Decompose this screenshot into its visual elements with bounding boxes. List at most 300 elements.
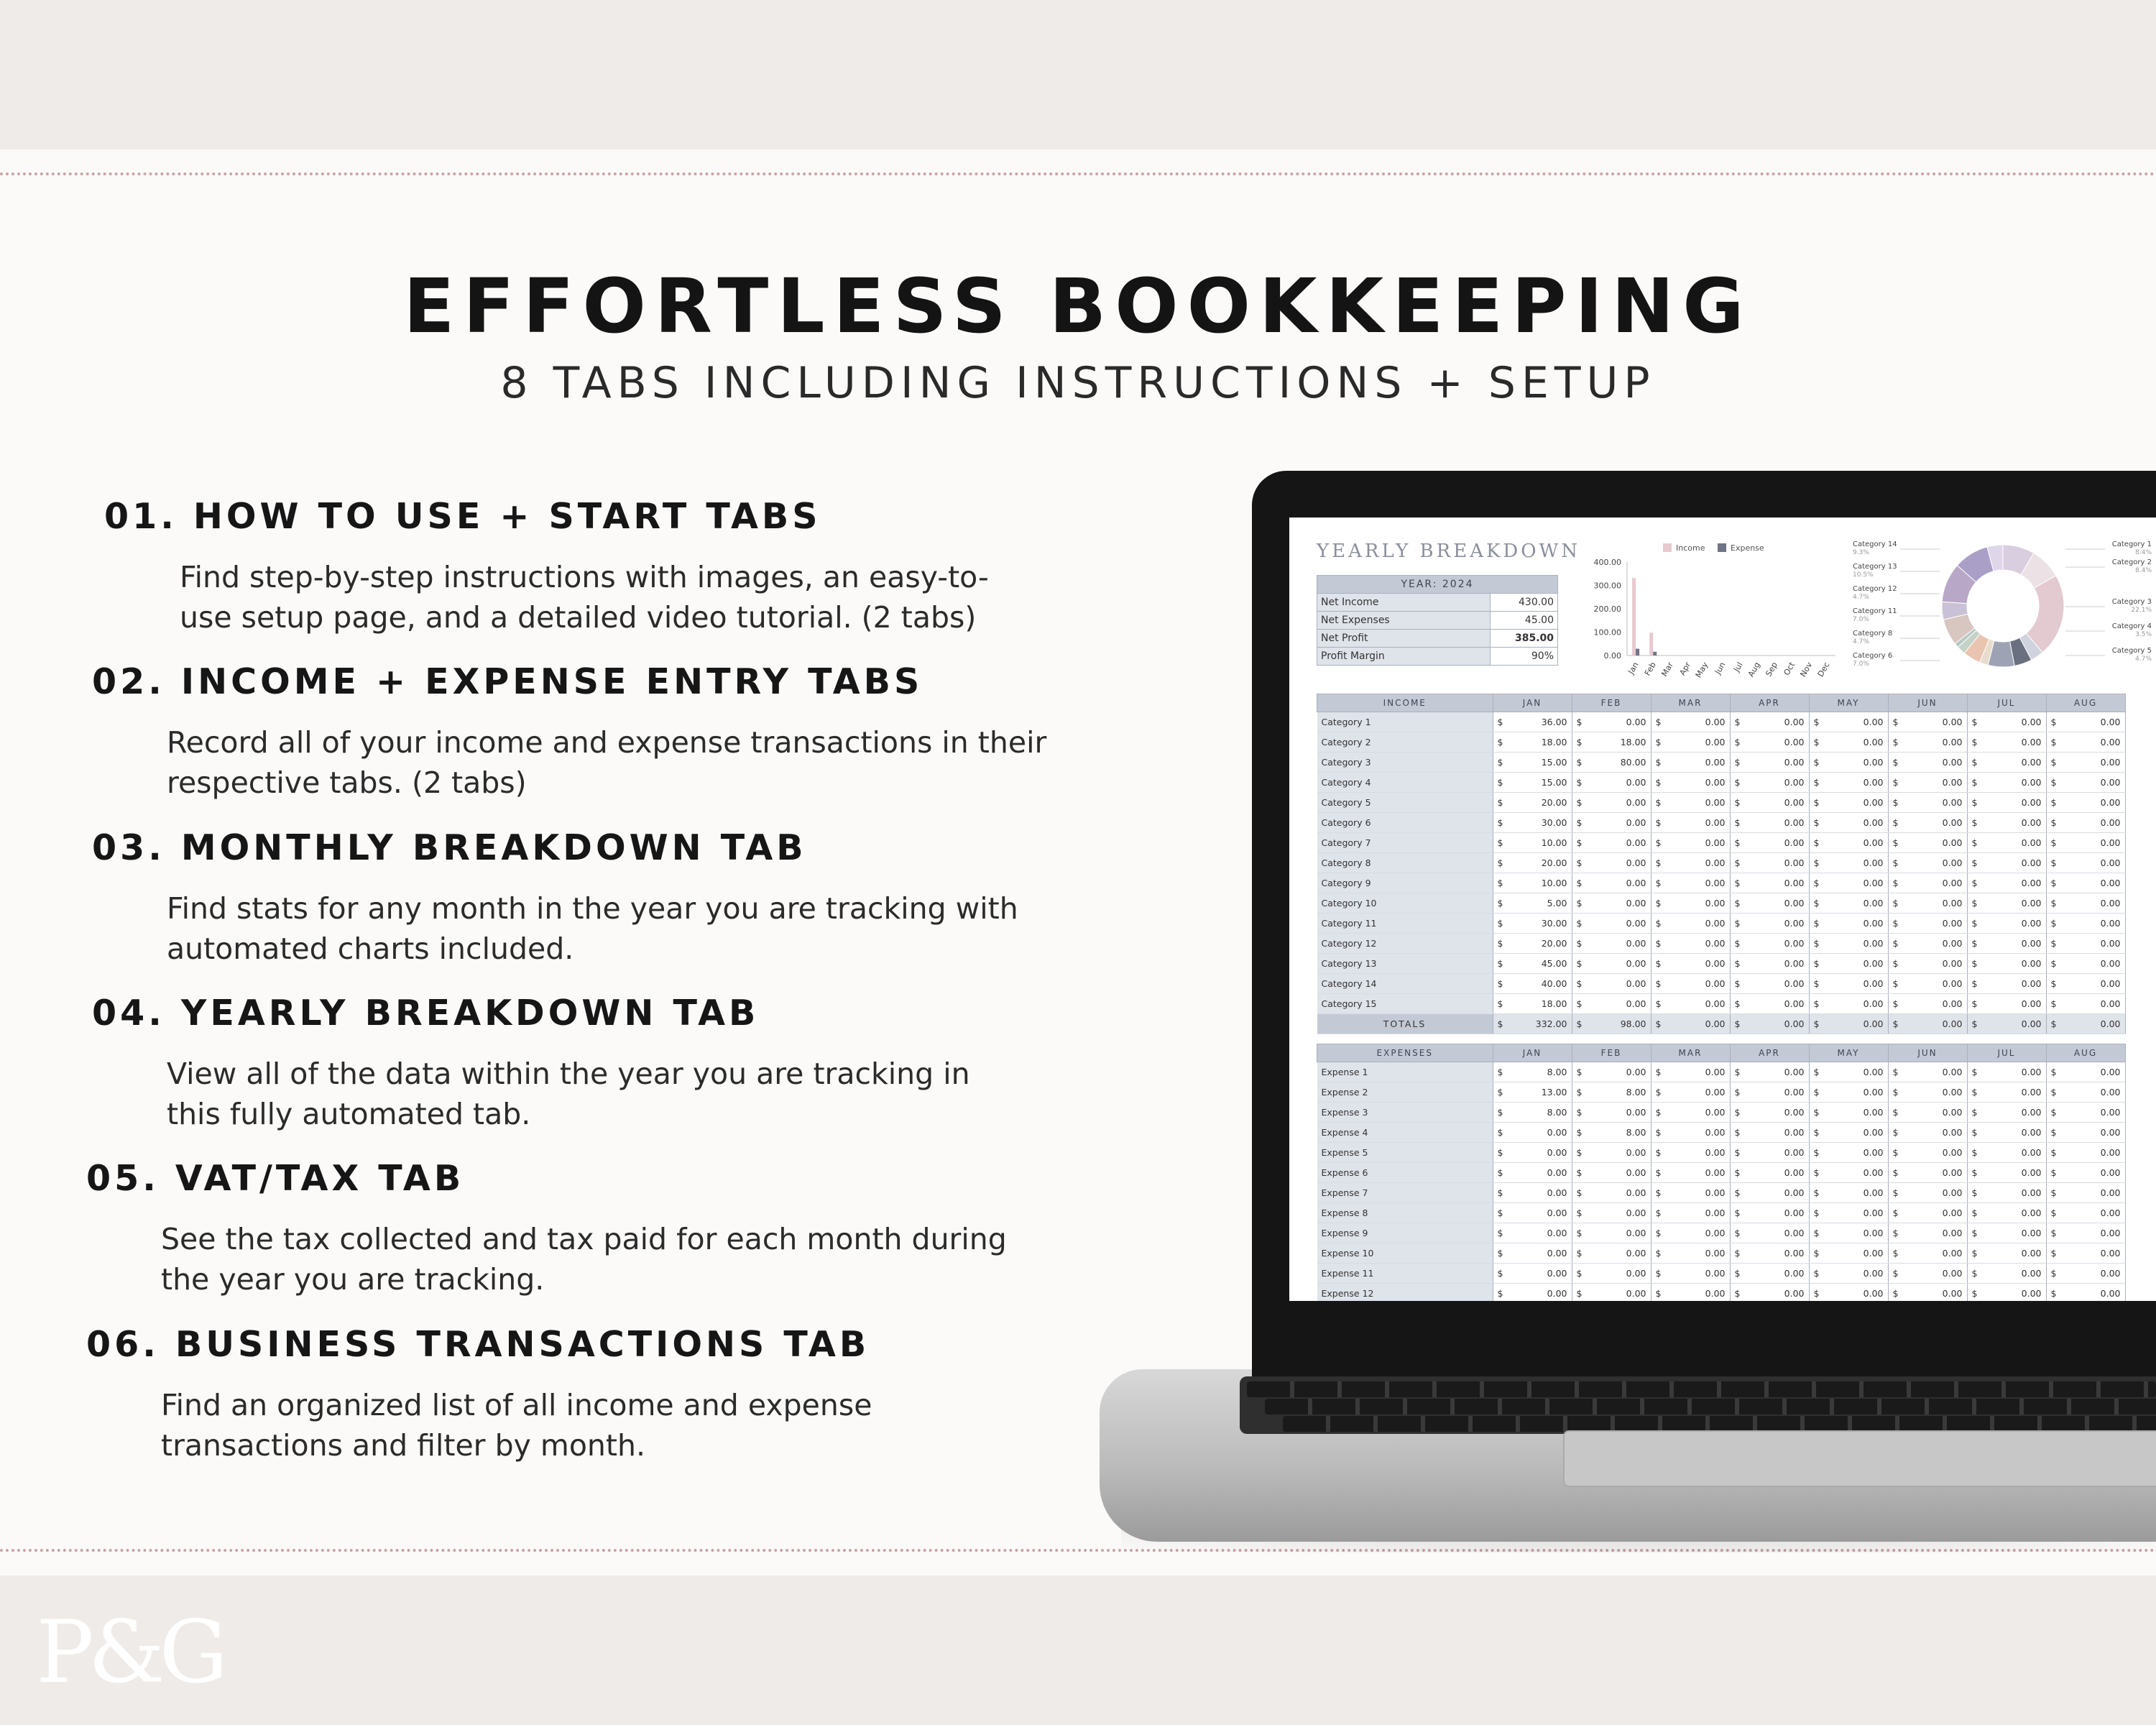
cell-value[interactable]: $ 18.00 bbox=[1572, 732, 1651, 753]
cell-value[interactable]: $ 0.00 bbox=[2046, 1143, 2125, 1163]
cell-value[interactable]: $ 0.00 bbox=[1809, 873, 1888, 893]
cell-value[interactable]: $ 0.00 bbox=[1651, 1223, 1730, 1243]
cell-value[interactable]: $ 0.00 bbox=[1888, 833, 1967, 853]
cell-value[interactable]: $ 0.00 bbox=[1888, 1143, 1967, 1163]
cell-value[interactable]: $ 0.00 bbox=[1967, 1014, 2046, 1034]
cell-value[interactable]: $ 0.00 bbox=[1493, 1203, 1572, 1223]
x-tick-label: Jan bbox=[1626, 661, 1641, 676]
cell-value[interactable]: $ 0.00 bbox=[1572, 914, 1651, 934]
cell-value[interactable]: $ 0.00 bbox=[1967, 813, 2046, 833]
donut-label-name: Category 11 bbox=[1853, 607, 1897, 615]
cell-value[interactable]: $ 0.00 bbox=[1651, 853, 1730, 873]
row-label: Expense 12 bbox=[1317, 1284, 1493, 1302]
laptop-screen bbox=[1289, 518, 2156, 1301]
donut-label-name: Category 4 bbox=[2111, 622, 2152, 630]
cell-value[interactable]: $ 0.00 bbox=[1651, 1163, 1730, 1183]
row-label: Expense 4 bbox=[1317, 1123, 1493, 1143]
income-row bbox=[1317, 793, 2126, 813]
legend-income-swatch bbox=[1663, 543, 1672, 552]
income-row bbox=[1317, 732, 2126, 753]
month-header: MAY bbox=[1809, 1044, 1888, 1062]
cell-value[interactable]: $ 8.00 bbox=[1572, 1082, 1651, 1103]
x-tick-label: Oct bbox=[1782, 661, 1797, 677]
cell-value[interactable]: $ 0.00 bbox=[1888, 1062, 1967, 1082]
cell-value[interactable]: $ 0.00 bbox=[1730, 753, 1809, 773]
x-tick-label: Apr bbox=[1677, 661, 1693, 677]
cell-value[interactable]: $ 0.00 bbox=[1493, 1143, 1572, 1163]
cell-value[interactable]: $ 0.00 bbox=[1572, 1103, 1651, 1123]
cell-value[interactable]: $ 0.00 bbox=[2046, 1082, 2125, 1103]
cell-value[interactable]: $ 8.00 bbox=[1493, 1103, 1572, 1123]
cell-value[interactable]: $ 0.00 bbox=[1809, 1203, 1888, 1223]
feature-item-5 bbox=[86, 1158, 1193, 1300]
cell-value[interactable]: $ 0.00 bbox=[1809, 1183, 1888, 1203]
expense-row bbox=[1317, 1223, 2126, 1243]
cell-value[interactable]: $ 0.00 bbox=[2046, 893, 2125, 914]
cell-value[interactable]: $ 0.00 bbox=[1572, 773, 1651, 793]
cell-value[interactable]: $ 0.00 bbox=[1651, 974, 1730, 994]
income-row bbox=[1317, 833, 2126, 853]
cell-value[interactable]: $ 0.00 bbox=[1809, 1103, 1888, 1123]
cell-value[interactable]: $ 0.00 bbox=[1651, 1264, 1730, 1284]
month-header: AUG bbox=[2046, 1044, 2125, 1062]
year-label: YEAR: 2024 bbox=[1317, 576, 1558, 594]
cell-value[interactable]: $ 0.00 bbox=[1493, 1223, 1572, 1243]
cell-value[interactable]: $ 0.00 bbox=[2046, 1284, 2125, 1302]
cell-value[interactable]: $ 0.00 bbox=[1730, 934, 1809, 954]
cell-value[interactable]: $ 0.00 bbox=[1651, 773, 1730, 793]
cell-value[interactable]: $ 0.00 bbox=[2046, 1203, 2125, 1223]
x-tick-label: Nov bbox=[1798, 661, 1815, 679]
cell-value[interactable]: $ 0.00 bbox=[1730, 712, 1809, 732]
cell-value[interactable]: $ 0.00 bbox=[1809, 1062, 1888, 1082]
cell-value[interactable]: $ 0.00 bbox=[1888, 934, 1967, 954]
row-label: Category 3 bbox=[1317, 753, 1493, 773]
cell-value[interactable]: $ 0.00 bbox=[1888, 712, 1967, 732]
feature-heading: 06. BUSINESS TRANSACTIONS TAB bbox=[86, 1324, 870, 1365]
cell-value[interactable]: $ 0.00 bbox=[1730, 813, 1809, 833]
feature-description: Find an organized list of all income and expense transactions and filter by month. bbox=[161, 1388, 872, 1463]
cell-value[interactable]: $ 0.00 bbox=[1967, 1163, 2046, 1183]
cell-value[interactable]: $ 0.00 bbox=[1730, 974, 1809, 994]
cell-value[interactable]: $ 0.00 bbox=[1493, 1183, 1572, 1203]
cell-value[interactable]: $ 0.00 bbox=[1888, 732, 1967, 753]
cell-value[interactable]: $ 0.00 bbox=[1809, 753, 1888, 773]
cell-value[interactable]: $ 30.00 bbox=[1493, 914, 1572, 934]
donut-label-pct: 8.4% bbox=[2135, 549, 2152, 556]
cell-value[interactable]: $ 0.00 bbox=[2046, 833, 2125, 853]
cell-value[interactable]: $ 0.00 bbox=[1651, 934, 1730, 954]
month-header: JUN bbox=[1888, 694, 1967, 712]
month-header: AUG bbox=[2046, 694, 2125, 712]
cell-value[interactable]: $ 0.00 bbox=[1967, 1183, 2046, 1203]
cell-value[interactable]: $ 15.00 bbox=[1493, 773, 1572, 793]
cell-value[interactable]: $ 0.00 bbox=[1730, 1264, 1809, 1284]
cell-value[interactable]: $ 0.00 bbox=[2046, 1223, 2125, 1243]
cell-value[interactable]: $ 0.00 bbox=[1651, 1243, 1730, 1264]
cell-value[interactable]: $ 0.00 bbox=[1572, 712, 1651, 732]
cell-value[interactable]: $ 0.00 bbox=[1730, 1163, 1809, 1183]
cell-value[interactable]: $ 0.00 bbox=[1572, 934, 1651, 954]
cell-value[interactable]: $ 0.00 bbox=[1651, 1143, 1730, 1163]
cell-value[interactable]: $ 0.00 bbox=[1572, 833, 1651, 853]
cell-value[interactable]: $ 0.00 bbox=[1967, 1264, 2046, 1284]
cell-value[interactable]: $ 0.00 bbox=[2046, 853, 2125, 873]
cell-value[interactable]: $ 0.00 bbox=[2046, 753, 2125, 773]
cell-value[interactable]: $ 0.00 bbox=[1809, 934, 1888, 954]
cell-value[interactable]: $ 0.00 bbox=[1809, 833, 1888, 853]
cell-value[interactable]: $ 0.00 bbox=[1572, 994, 1651, 1014]
cell-value[interactable]: $ 0.00 bbox=[1809, 1123, 1888, 1143]
cell-value[interactable]: $ 0.00 bbox=[2046, 813, 2125, 833]
cell-value[interactable]: $ 0.00 bbox=[1730, 833, 1809, 853]
income-row bbox=[1317, 773, 2126, 793]
cell-value[interactable]: $ 0.00 bbox=[1888, 773, 1967, 793]
row-label: Expense 9 bbox=[1317, 1223, 1493, 1243]
feature-description: See the tax collected and tax paid for each month during the year you are tracking. bbox=[161, 1222, 1007, 1297]
cell-value[interactable]: $ 0.00 bbox=[1572, 1183, 1651, 1203]
expense-row bbox=[1317, 1082, 2126, 1103]
row-label: Category 9 bbox=[1317, 873, 1493, 893]
cell-value[interactable]: $ 0.00 bbox=[1888, 1123, 1967, 1143]
cell-value[interactable]: $ 0.00 bbox=[1730, 1183, 1809, 1203]
income-row bbox=[1317, 873, 2126, 893]
cell-value[interactable]: $ 0.00 bbox=[1730, 773, 1809, 793]
cell-value[interactable]: $ 98.00 bbox=[1572, 1014, 1651, 1034]
cell-value[interactable]: $ 18.00 bbox=[1493, 994, 1572, 1014]
cell-value[interactable]: $ 0.00 bbox=[1651, 833, 1730, 853]
cell-value[interactable]: $ 0.00 bbox=[1809, 1082, 1888, 1103]
cell-value[interactable]: $ 0.00 bbox=[1967, 773, 2046, 793]
cell-value[interactable]: $ 0.00 bbox=[1572, 813, 1651, 833]
cell-value[interactable]: $ 0.00 bbox=[1967, 1284, 2046, 1302]
cell-value[interactable]: $ 8.00 bbox=[1572, 1123, 1651, 1143]
cell-value[interactable]: $ 0.00 bbox=[1651, 1062, 1730, 1082]
y-tick-label: 300.00 bbox=[1593, 581, 1621, 591]
cell-value[interactable]: $ 0.00 bbox=[1888, 914, 1967, 934]
cell-value[interactable]: $ 0.00 bbox=[1651, 1103, 1730, 1123]
cell-value[interactable]: $ 0.00 bbox=[1967, 1123, 2046, 1143]
cell-value[interactable]: $ 0.00 bbox=[1809, 1264, 1888, 1284]
cell-value[interactable]: $ 0.00 bbox=[1888, 1243, 1967, 1264]
cell-value[interactable]: $ 0.00 bbox=[1730, 1103, 1809, 1123]
cell-value[interactable]: $ 10.00 bbox=[1493, 873, 1572, 893]
cell-value[interactable]: $ 0.00 bbox=[1572, 974, 1651, 994]
cell-value[interactable]: $ 0.00 bbox=[2046, 793, 2125, 813]
cell-value[interactable]: $ 0.00 bbox=[1572, 1223, 1651, 1243]
cell-value[interactable]: $ 0.00 bbox=[1888, 1284, 1967, 1302]
cell-value[interactable]: $ 30.00 bbox=[1493, 813, 1572, 833]
cell-value[interactable]: $ 0.00 bbox=[1967, 793, 2046, 813]
cell-value[interactable]: $ 5.00 bbox=[1493, 893, 1572, 914]
cell-value[interactable]: $ 0.00 bbox=[1809, 712, 1888, 732]
cell-value[interactable]: $ 0.00 bbox=[1730, 853, 1809, 873]
cell-value[interactable]: $ 0.00 bbox=[1888, 1203, 1967, 1223]
cell-value[interactable]: $ 45.00 bbox=[1493, 954, 1572, 974]
feature-item-6 bbox=[86, 1324, 1193, 1466]
cell-value[interactable]: $ 0.00 bbox=[2046, 1264, 2125, 1284]
cell-value[interactable]: $ 0.00 bbox=[1967, 1143, 2046, 1163]
feature-item-1 bbox=[104, 496, 1211, 638]
cell-value[interactable]: $ 13.00 bbox=[1493, 1082, 1572, 1103]
donut-label-name: Category 3 bbox=[2111, 598, 2152, 606]
cell-value[interactable]: $ 0.00 bbox=[1809, 1284, 1888, 1302]
donut-label-pct: 9.3% bbox=[1853, 549, 1869, 556]
cell-value[interactable]: $ 0.00 bbox=[1730, 994, 1809, 1014]
cell-value[interactable]: $ 0.00 bbox=[1967, 1103, 2046, 1123]
cell-value[interactable]: $ 0.00 bbox=[1967, 1203, 2046, 1223]
cell-value[interactable]: $ 0.00 bbox=[2046, 1163, 2125, 1183]
cell-value[interactable]: $ 0.00 bbox=[1730, 1203, 1809, 1223]
feature-heading: 02. INCOME + EXPENSE ENTRY TABS bbox=[92, 661, 923, 702]
cell-value[interactable]: $ 0.00 bbox=[1651, 893, 1730, 914]
cell-value[interactable]: $ 0.00 bbox=[2046, 954, 2125, 974]
cell-value[interactable]: $ 0.00 bbox=[1809, 732, 1888, 753]
income-bar bbox=[1632, 578, 1636, 656]
income-row bbox=[1317, 994, 2126, 1014]
cell-value[interactable]: $ 0.00 bbox=[1651, 1082, 1730, 1103]
cell-value[interactable]: $ 0.00 bbox=[1730, 1284, 1809, 1302]
x-tick-label: Aug bbox=[1746, 661, 1762, 679]
cell-value[interactable]: $ 0.00 bbox=[1730, 1223, 1809, 1243]
cell-value[interactable]: $ 0.00 bbox=[1651, 732, 1730, 753]
x-tick-label: May bbox=[1693, 661, 1710, 680]
cell-value[interactable]: $ 0.00 bbox=[1967, 753, 2046, 773]
cell-value[interactable]: $ 0.00 bbox=[1809, 793, 1888, 813]
row-label: Category 7 bbox=[1317, 833, 1493, 853]
cell-value[interactable]: $ 0.00 bbox=[1888, 793, 1967, 813]
cell-value[interactable]: $ 0.00 bbox=[1809, 994, 1888, 1014]
cell-value[interactable]: $ 0.00 bbox=[1651, 873, 1730, 893]
keyboard-key-row bbox=[1283, 1416, 2156, 1432]
cell-value[interactable]: $ 0.00 bbox=[1809, 1243, 1888, 1264]
cell-value[interactable]: $ 0.00 bbox=[1809, 1014, 1888, 1034]
cell-value[interactable]: $ 0.00 bbox=[1651, 793, 1730, 813]
cell-value[interactable]: $ 0.00 bbox=[1651, 753, 1730, 773]
cell-value[interactable]: $ 0.00 bbox=[1967, 934, 2046, 954]
cell-value[interactable]: $ 332.00 bbox=[1493, 1014, 1572, 1034]
cell-value[interactable]: $ 0.00 bbox=[1888, 1082, 1967, 1103]
cell-value[interactable]: $ 0.00 bbox=[1730, 1082, 1809, 1103]
cell-value[interactable]: $ 0.00 bbox=[1572, 1143, 1651, 1163]
cell-value[interactable]: $ 0.00 bbox=[1572, 893, 1651, 914]
cell-value[interactable]: $ 0.00 bbox=[2046, 1123, 2125, 1143]
cell-value[interactable]: $ 0.00 bbox=[1967, 893, 2046, 914]
cell-value[interactable]: $ 0.00 bbox=[1651, 994, 1730, 1014]
cell-value[interactable]: $ 0.00 bbox=[1888, 954, 1967, 974]
cell-value[interactable]: $ 0.00 bbox=[1730, 893, 1809, 914]
cell-value[interactable]: $ 0.00 bbox=[1809, 893, 1888, 914]
cell-value[interactable]: $ 0.00 bbox=[1888, 1163, 1967, 1183]
cell-value[interactable]: $ 0.00 bbox=[1730, 1143, 1809, 1163]
income-row bbox=[1317, 934, 2126, 954]
cell-value[interactable]: $ 20.00 bbox=[1493, 853, 1572, 873]
cell-value[interactable]: $ 0.00 bbox=[1888, 1264, 1967, 1284]
cell-value[interactable]: $ 0.00 bbox=[1651, 954, 1730, 974]
donut-label-name: Category 1 bbox=[2111, 540, 2152, 548]
legend-expense-swatch bbox=[1718, 543, 1726, 552]
cell-value[interactable]: $ 0.00 bbox=[1809, 773, 1888, 793]
cell-value[interactable]: $ 0.00 bbox=[1888, 1223, 1967, 1243]
feature-heading: 03. MONTHLY BREAKDOWN TAB bbox=[92, 827, 807, 868]
cell-value[interactable]: $ 0.00 bbox=[1888, 974, 1967, 994]
cell-value[interactable]: $ 0.00 bbox=[1967, 994, 2046, 1014]
feature-item-3 bbox=[92, 827, 1199, 969]
month-header: JUL bbox=[1967, 1044, 2046, 1062]
cell-value[interactable]: $ 0.00 bbox=[1651, 1284, 1730, 1302]
row-label: Category 14 bbox=[1317, 974, 1493, 994]
cell-value[interactable]: $ 8.00 bbox=[1493, 1062, 1572, 1082]
cell-value[interactable]: $ 0.00 bbox=[1967, 1082, 2046, 1103]
cell-value[interactable]: $ 0.00 bbox=[1572, 1203, 1651, 1223]
row-label: Expense 1 bbox=[1317, 1062, 1493, 1082]
y-tick-label: 400.00 bbox=[1593, 558, 1621, 567]
cell-value[interactable]: $ 0.00 bbox=[1809, 1163, 1888, 1183]
cell-value[interactable]: $ 0.00 bbox=[1809, 974, 1888, 994]
cell-value[interactable]: $ 10.00 bbox=[1493, 833, 1572, 853]
cell-value[interactable]: $ 0.00 bbox=[2046, 873, 2125, 893]
feature-heading: 01. HOW TO USE + START TABS bbox=[104, 496, 821, 537]
donut-label-name: Category 2 bbox=[2111, 558, 2152, 566]
cell-value[interactable]: $ 0.00 bbox=[1572, 1284, 1651, 1302]
row-label: Category 10 bbox=[1317, 893, 1493, 914]
cell-value[interactable]: $ 0.00 bbox=[1967, 873, 2046, 893]
summary-row: Net Expenses 45.00 bbox=[1317, 612, 1558, 630]
cell-value[interactable]: $ 0.00 bbox=[1967, 712, 2046, 732]
cell-value[interactable]: $ 0.00 bbox=[1572, 954, 1651, 974]
cell-value[interactable]: $ 0.00 bbox=[1493, 1243, 1572, 1264]
cell-value[interactable]: $ 0.00 bbox=[1651, 813, 1730, 833]
totals-row bbox=[1317, 1014, 2126, 1034]
donut-label-name: Category 8 bbox=[1853, 630, 1893, 638]
cell-value[interactable]: $ 0.00 bbox=[1730, 873, 1809, 893]
cell-value[interactable]: $ 0.00 bbox=[2046, 1183, 2125, 1203]
cell-value[interactable]: $ 0.00 bbox=[1888, 893, 1967, 914]
cell-value[interactable]: $ 0.00 bbox=[1651, 1203, 1730, 1223]
cell-value[interactable]: $ 0.00 bbox=[2046, 1062, 2125, 1082]
cell-value[interactable]: $ 0.00 bbox=[1572, 873, 1651, 893]
expense-row bbox=[1317, 1203, 2126, 1223]
cell-value[interactable]: $ 0.00 bbox=[1967, 1062, 2046, 1082]
cell-value[interactable]: $ 0.00 bbox=[1730, 732, 1809, 753]
cell-value[interactable]: $ 0.00 bbox=[1493, 1264, 1572, 1284]
table-header-cell: EXPENSES bbox=[1317, 1044, 1493, 1062]
cell-value[interactable]: $ 0.00 bbox=[1967, 974, 2046, 994]
cell-value[interactable]: $ 0.00 bbox=[1651, 1014, 1730, 1034]
cell-value[interactable]: $ 0.00 bbox=[1967, 853, 2046, 873]
cell-value[interactable]: $ 0.00 bbox=[2046, 1014, 2125, 1034]
cell-value[interactable]: $ 0.00 bbox=[1967, 1223, 2046, 1243]
cell-value[interactable]: $ 0.00 bbox=[1967, 732, 2046, 753]
x-tick-label: Jul bbox=[1731, 661, 1745, 674]
cell-value[interactable]: $ 0.00 bbox=[2046, 773, 2125, 793]
cell-value[interactable]: $ 0.00 bbox=[2046, 974, 2125, 994]
cell-value[interactable]: $ 0.00 bbox=[1572, 1163, 1651, 1183]
cell-value[interactable]: $ 0.00 bbox=[1572, 793, 1651, 813]
income-row bbox=[1317, 954, 2126, 974]
row-label: Expense 8 bbox=[1317, 1203, 1493, 1223]
cell-value[interactable]: $ 20.00 bbox=[1493, 793, 1572, 813]
keyboard-key-row bbox=[1247, 1381, 2156, 1397]
cell-value[interactable]: $ 0.00 bbox=[1809, 853, 1888, 873]
cell-value[interactable]: $ 0.00 bbox=[1730, 954, 1809, 974]
cell-value[interactable]: $ 0.00 bbox=[1888, 753, 1967, 773]
cell-value[interactable]: $ 0.00 bbox=[2046, 994, 2125, 1014]
cell-value[interactable]: $ 0.00 bbox=[2046, 1103, 2125, 1123]
cell-value[interactable]: $ 0.00 bbox=[1730, 1243, 1809, 1264]
cell-value[interactable]: $ 0.00 bbox=[1888, 813, 1967, 833]
cell-value[interactable]: $ 0.00 bbox=[1572, 853, 1651, 873]
cell-value[interactable]: $ 0.00 bbox=[2046, 712, 2125, 732]
row-label: TOTALS bbox=[1317, 1014, 1493, 1034]
donut-label-name: Category 12 bbox=[1853, 585, 1897, 593]
cell-value[interactable]: $ 0.00 bbox=[1730, 793, 1809, 813]
cell-value[interactable]: $ 0.00 bbox=[1888, 1183, 1967, 1203]
donut-label-name: Category 13 bbox=[1853, 563, 1897, 571]
cell-value[interactable]: $ 0.00 bbox=[2046, 1243, 2125, 1264]
cell-value[interactable]: $ 0.00 bbox=[1809, 914, 1888, 934]
income-row bbox=[1317, 974, 2126, 994]
cell-value[interactable]: $ 0.00 bbox=[1888, 1103, 1967, 1123]
cell-value[interactable]: $ 18.00 bbox=[1493, 732, 1572, 753]
cell-value[interactable]: $ 15.00 bbox=[1493, 753, 1572, 773]
cell-value[interactable]: $ 0.00 bbox=[1967, 833, 2046, 853]
cell-value[interactable]: $ 0.00 bbox=[1888, 994, 1967, 1014]
x-tick-label: Dec bbox=[1815, 661, 1832, 678]
cell-value[interactable]: $ 0.00 bbox=[1572, 1243, 1651, 1264]
cell-value[interactable]: $ 0.00 bbox=[1888, 1014, 1967, 1034]
page-title: EFFORTLESS BOOKKEEPING bbox=[403, 262, 1753, 350]
cell-value[interactable]: $ 0.00 bbox=[1967, 914, 2046, 934]
cell-value[interactable]: $ 0.00 bbox=[1572, 1264, 1651, 1284]
cell-value[interactable]: $ 0.00 bbox=[1651, 1123, 1730, 1143]
row-label: Category 11 bbox=[1317, 914, 1493, 934]
cell-value[interactable]: $ 0.00 bbox=[1809, 1143, 1888, 1163]
cell-value[interactable]: $ 0.00 bbox=[1967, 1243, 2046, 1264]
cell-value[interactable]: $ 0.00 bbox=[1730, 1123, 1809, 1143]
row-label: Category 13 bbox=[1317, 954, 1493, 974]
cell-value[interactable]: $ 0.00 bbox=[1651, 914, 1730, 934]
cell-value[interactable]: $ 0.00 bbox=[1493, 1123, 1572, 1143]
cell-value[interactable]: $ 0.00 bbox=[1572, 1062, 1651, 1082]
month-header: MAY bbox=[1809, 694, 1888, 712]
cell-value[interactable]: $ 0.00 bbox=[1493, 1163, 1572, 1183]
cell-value[interactable]: $ 0.00 bbox=[1730, 914, 1809, 934]
donut-label-pct: 10.5% bbox=[1853, 571, 1874, 579]
cell-value[interactable]: $ 36.00 bbox=[1493, 712, 1572, 732]
expense-row bbox=[1317, 1062, 2126, 1082]
cell-value[interactable]: $ 0.00 bbox=[1651, 1183, 1730, 1203]
cell-value[interactable]: $ 0.00 bbox=[1888, 873, 1967, 893]
cell-value[interactable]: $ 0.00 bbox=[1730, 1014, 1809, 1034]
cell-value[interactable]: $ 0.00 bbox=[1888, 853, 1967, 873]
cell-value[interactable]: $ 0.00 bbox=[1809, 1223, 1888, 1243]
cell-value[interactable]: $ 20.00 bbox=[1493, 934, 1572, 954]
cell-value[interactable]: $ 0.00 bbox=[1809, 813, 1888, 833]
feature-description: View all of the data within the year you are tracking in this fully automated tab. bbox=[167, 1057, 970, 1131]
cell-value[interactable]: $ 0.00 bbox=[1651, 712, 1730, 732]
cell-value[interactable]: $ 0.00 bbox=[1493, 1284, 1572, 1302]
cell-value[interactable]: $ 0.00 bbox=[1809, 954, 1888, 974]
cell-value[interactable]: $ 0.00 bbox=[2046, 732, 2125, 753]
cell-value[interactable]: $ 0.00 bbox=[1730, 1062, 1809, 1082]
cell-value[interactable]: $ 0.00 bbox=[2046, 914, 2125, 934]
cell-value[interactable]: $ 40.00 bbox=[1493, 974, 1572, 994]
cell-value[interactable]: $ 0.00 bbox=[1967, 954, 2046, 974]
cell-value[interactable]: $ 0.00 bbox=[2046, 934, 2125, 954]
legend-expense-label: Expense bbox=[1731, 543, 1764, 553]
cell-value[interactable]: $ 80.00 bbox=[1572, 753, 1651, 773]
